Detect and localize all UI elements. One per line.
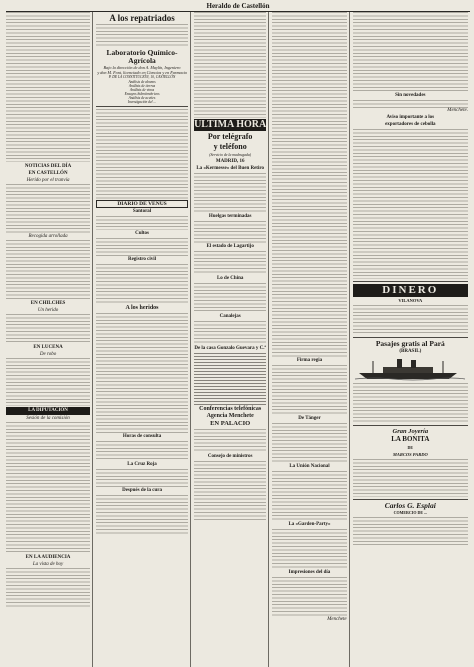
- section-banner: LA DIPUTACIÓN: [6, 407, 90, 415]
- lab-subline: Bajo la dirección de don A. Maylín, Ingeniero: [103, 65, 181, 70]
- article-text: [194, 221, 266, 243]
- lab-service: Ensayos hidrotimétricos: [124, 91, 160, 96]
- article-heading: Recogida arrollada: [28, 234, 68, 239]
- article-heading: La «Garden-Party»: [288, 522, 331, 527]
- article-text: [96, 495, 188, 535]
- lab-subline: y don M. Font, licenciado en Ciencias y en Farmacia: [97, 70, 187, 75]
- cultos-heading: Cultos: [135, 230, 149, 236]
- headline-repatriados: A los repatriados: [109, 13, 175, 23]
- article-heading: De la casa Gonzalo Guevara y C.ª: [194, 346, 266, 351]
- lab-service: Análisis de tierras: [128, 83, 156, 88]
- article-text: [353, 12, 468, 92]
- article-text: [96, 24, 188, 48]
- despues-heading: Después de la cura: [122, 488, 162, 493]
- article-text: [194, 429, 266, 453]
- servicio-note: (Servicio de la madrugada): [209, 153, 252, 157]
- article-text: [96, 264, 188, 304]
- article-text: [96, 216, 188, 230]
- lab-service: Análisis de abonos: [128, 79, 156, 84]
- article-text: [194, 321, 266, 345]
- dateline: MADRID, 16: [215, 159, 245, 164]
- byline: Menchete: [327, 617, 347, 622]
- joyeria-owner: MARCOS PARDO: [392, 451, 428, 457]
- registro-heading: Registro civil: [127, 256, 157, 262]
- section-heading: NOTICIAS DEL DÍA: [24, 164, 72, 169]
- article-heading: La «Kermesse» del Buen Retiro: [196, 166, 264, 171]
- aviso-heading: exportadores de cebolla: [385, 122, 436, 127]
- article-text: [272, 471, 346, 521]
- lab-address: P. DE LA CONSTITUCIÓN, 10, CASTELLÓN: [108, 75, 176, 79]
- article-heading: Agencia Menchete: [206, 413, 254, 419]
- article-heading: De robo: [39, 352, 57, 357]
- lab-service: Análisis de aceites: [128, 95, 156, 100]
- article-heading: La Unión Nacional: [289, 464, 330, 469]
- article-text: [194, 251, 266, 275]
- article-heading: Firma regia: [296, 358, 323, 363]
- article-heading: Herido por el tranvía: [26, 178, 70, 183]
- headline-laboratorio: Laboratorio Químico-Agrícola: [106, 48, 178, 65]
- heridos-heading: A los heridos: [125, 304, 159, 311]
- article-text: [353, 129, 468, 279]
- divider: [353, 281, 468, 282]
- vilanova-line: VILANOVA: [398, 298, 423, 303]
- article-heading: Consejo de ministros: [207, 453, 253, 459]
- divider: [353, 499, 468, 500]
- column-1: [6, 12, 93, 667]
- article-heading: Huelgas terminadas: [208, 214, 252, 219]
- comercio-line: COMERCIO DE ...: [393, 510, 428, 515]
- ad-text: [353, 517, 468, 547]
- article-heading: Sesión de la comisión: [26, 416, 70, 421]
- section-heading: EN CHILCHES: [30, 301, 66, 306]
- article-text: [6, 314, 90, 344]
- article-heading: Conferencias telefónicas: [199, 406, 262, 412]
- aviso-heading: Aviso importante a los: [386, 115, 435, 120]
- brasil-line: (BRASIL): [399, 348, 422, 354]
- article-heading: La vista de hoy: [32, 562, 64, 567]
- article-text: [194, 12, 266, 118]
- cruz-roja-heading: La Cruz Roja: [127, 462, 157, 467]
- en-palacio-heading: EN PALACIO: [210, 420, 251, 427]
- article-text: [272, 529, 346, 569]
- ship-icon: [353, 357, 467, 381]
- column-3: [194, 12, 269, 667]
- article-text: [272, 577, 346, 617]
- carlos-ad-heading: Carlos G. Esplai: [384, 500, 436, 510]
- article-text: [6, 184, 90, 234]
- article-heading: Un herido: [37, 308, 59, 313]
- divider: [353, 337, 468, 338]
- price-table: [194, 353, 266, 405]
- lab-service: Investigación del ...: [127, 99, 157, 104]
- section-heading: EN LA AUDIENCIA: [25, 555, 71, 560]
- divider: [353, 425, 468, 426]
- article-text: [6, 422, 90, 554]
- y-telefono: y teléfono: [213, 142, 247, 151]
- ad-text: [353, 459, 468, 497]
- article-text: [194, 461, 266, 521]
- article-heading: Canalejas: [219, 314, 241, 319]
- column-5: [353, 12, 470, 667]
- article-text: [272, 423, 346, 463]
- joyeria-de: DE: [407, 444, 414, 450]
- column-2: [96, 12, 191, 667]
- article-text: [6, 240, 90, 300]
- lab-service: Análisis de vinos: [129, 87, 155, 92]
- dinero-ad: DINERO: [353, 284, 468, 297]
- section-heading: EN CASTELLÓN: [28, 171, 68, 176]
- divider: [96, 106, 188, 107]
- masthead: Heraldo de Castellón: [6, 2, 470, 12]
- sin-novedades-heading: Sin novedades: [395, 93, 426, 98]
- article-heading: El estado de Lagartijo: [206, 244, 254, 249]
- article-heading: Lo de China: [216, 276, 244, 281]
- ad-text: [353, 383, 468, 423]
- article-text: [272, 365, 346, 415]
- article-text: [6, 358, 90, 406]
- article-text: [96, 313, 188, 433]
- santoral-heading: Santoral: [132, 208, 152, 214]
- article-text: [6, 12, 90, 162]
- joyeria-name: LA BONITA: [391, 435, 430, 443]
- joyeria-heading: Gran Joyería: [392, 427, 429, 435]
- article-heading: Impresiones del día: [288, 570, 331, 575]
- pasajes-heading: Pasajes gratis al Pará: [375, 339, 445, 348]
- horas-heading: Horas de consulta: [122, 434, 162, 439]
- article-text: [96, 109, 188, 199]
- article-text: [96, 469, 188, 487]
- article-text: [272, 12, 346, 357]
- article-text: [6, 568, 90, 608]
- article-text: [96, 238, 188, 256]
- ultima-hora-banner: ULTIMA HORA: [194, 119, 267, 130]
- steamship-illustration: [353, 357, 468, 381]
- column-4: [272, 12, 349, 667]
- ad-text: [353, 305, 468, 335]
- section-heading: EN LUCENA: [33, 345, 63, 350]
- article-text: [353, 100, 468, 108]
- article-text: [194, 173, 266, 213]
- article-text: [194, 283, 266, 313]
- byline: Menchete.: [447, 108, 468, 113]
- diario-heading: DIARIO DE VENUS: [96, 200, 188, 208]
- article-heading: De Tánger: [298, 416, 321, 421]
- article-text: [96, 441, 188, 461]
- por-telegrafo: Por telégrafo: [207, 132, 253, 141]
